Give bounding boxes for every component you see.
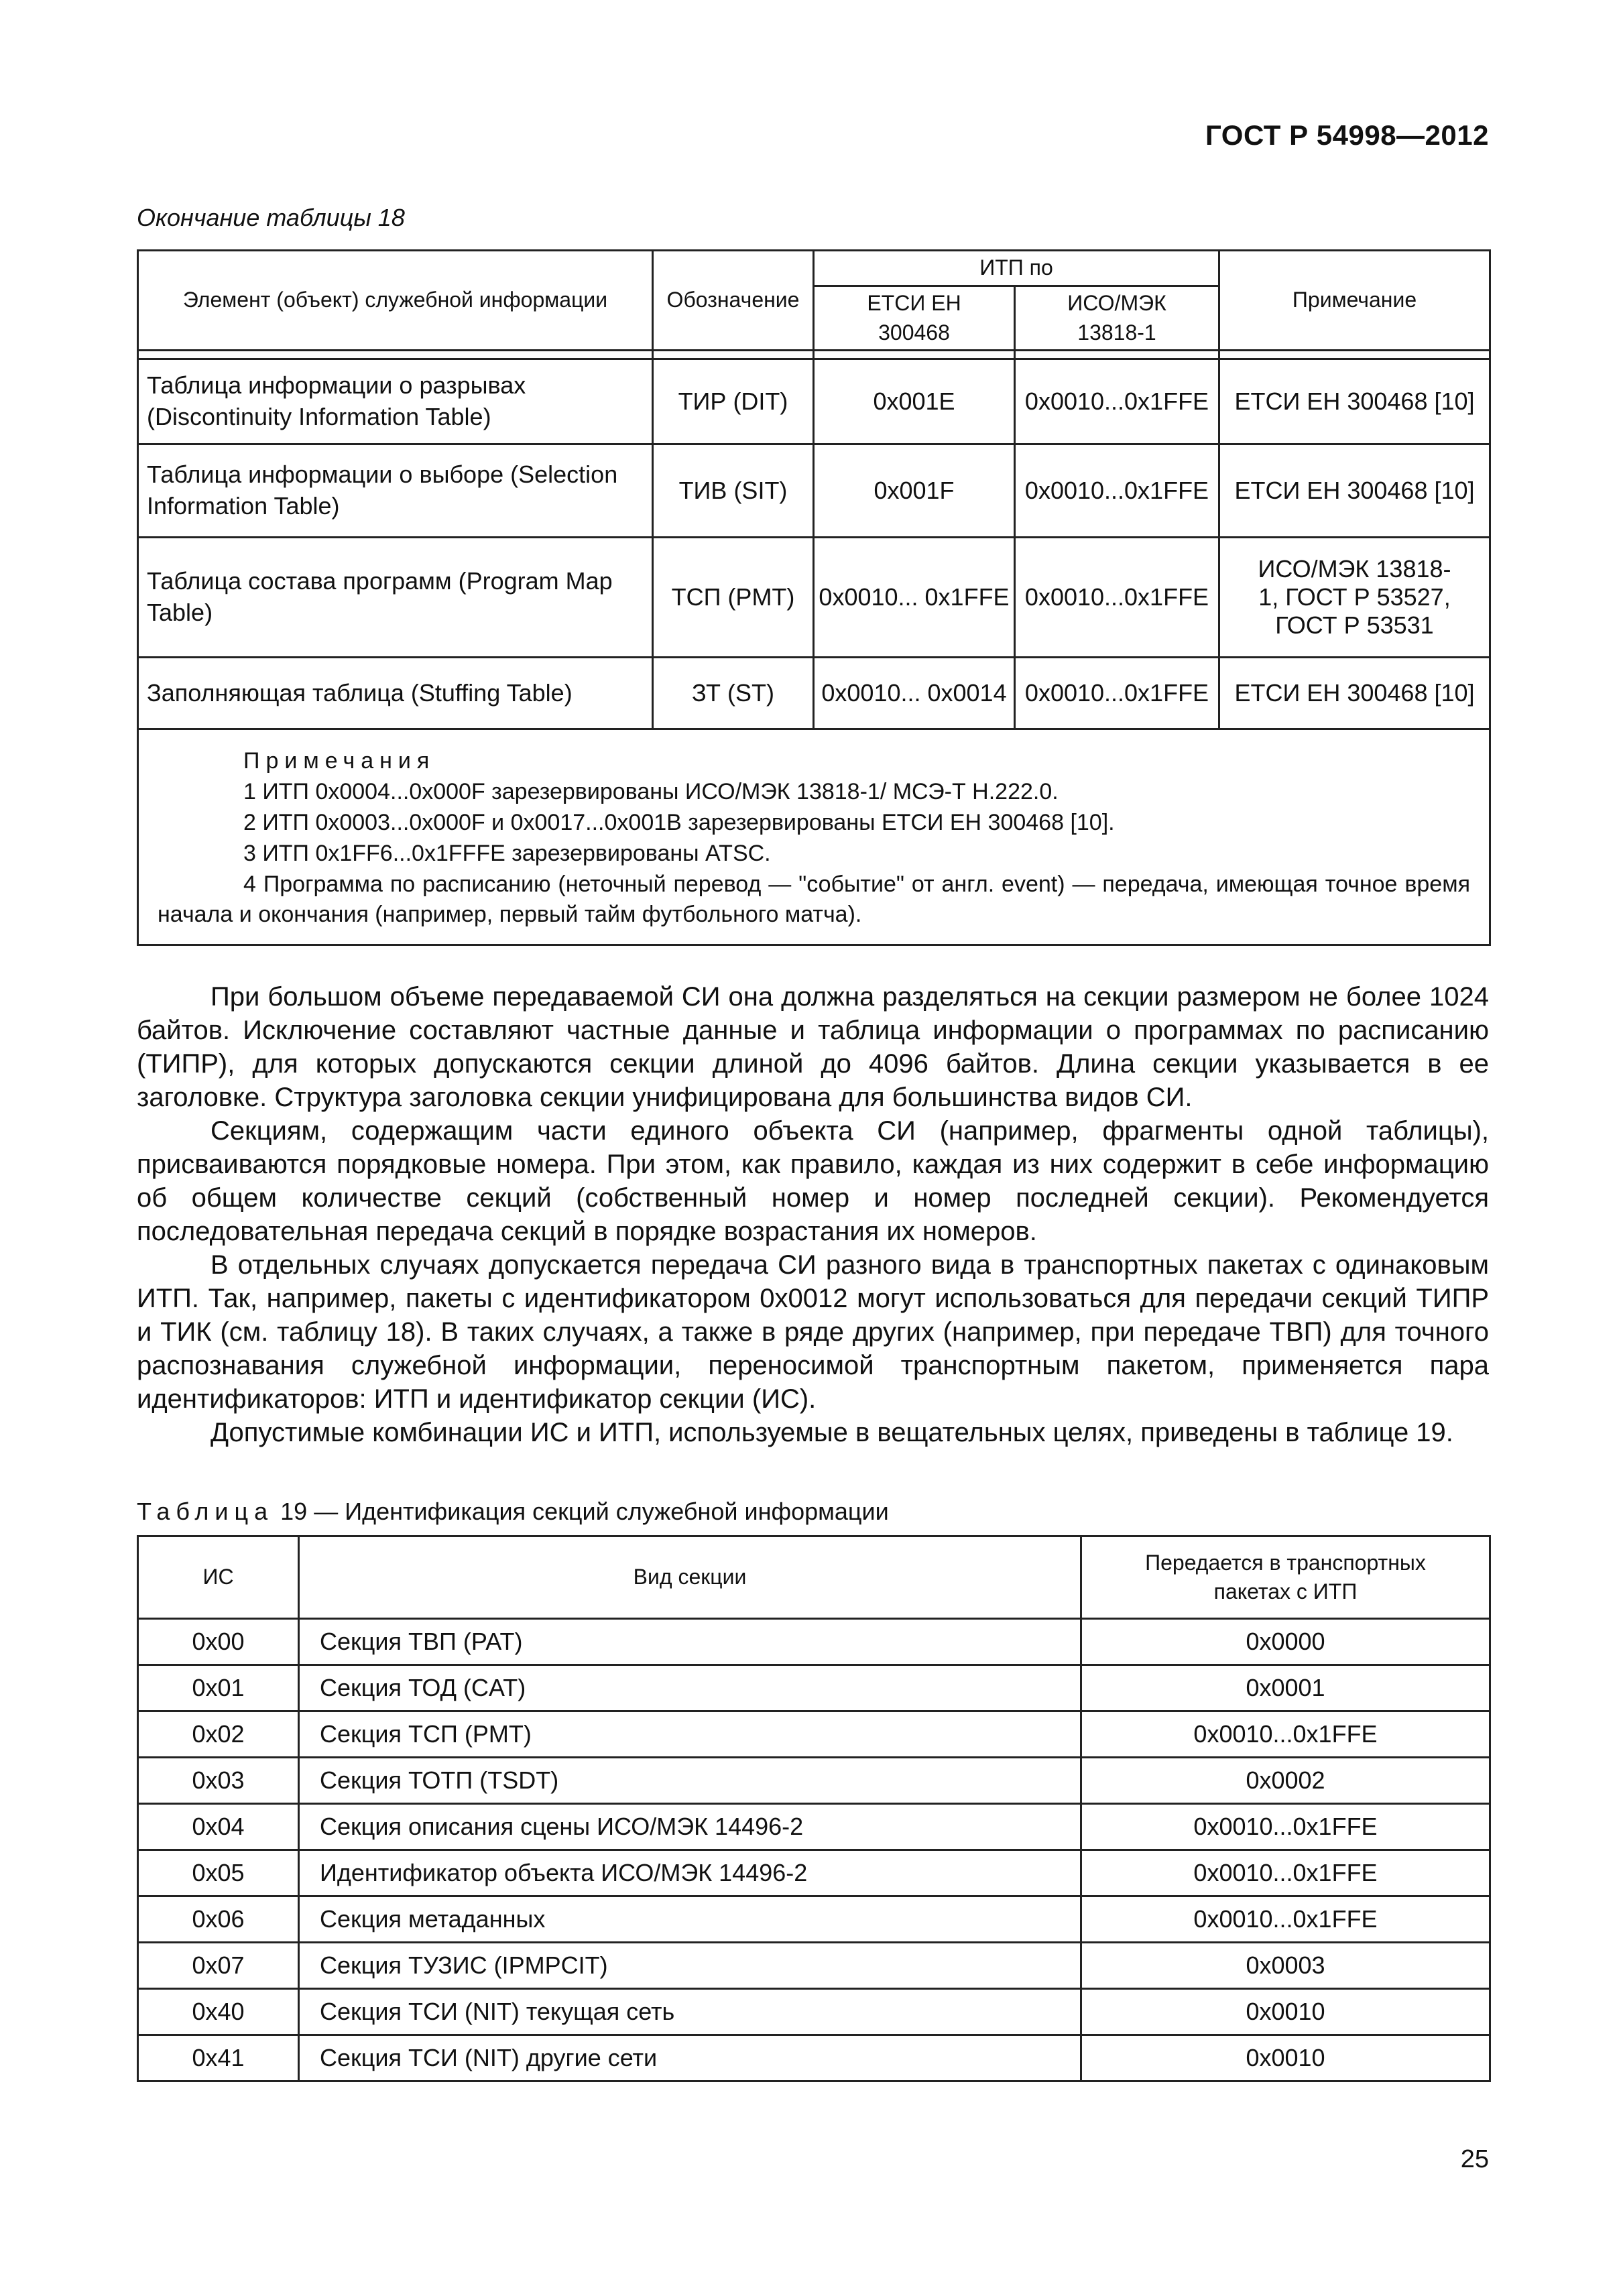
cell-id: 0x01 [138,1665,299,1711]
table-18 [137,249,1491,946]
header-iso: ИСО/МЭК 13818-1 [1015,286,1219,351]
cell-etsi: 0x0010... 0x1FFE [814,538,1015,658]
cell-element: Таблица информации о выборе (Selection Information Table) [138,444,653,538]
table-row [138,1896,1490,1943]
cell-kind: Секция ТУЗИС (IPMPCIT) [299,1943,1081,1989]
table-row [138,1943,1490,1989]
table-header-row [138,1536,1490,1619]
table-row [138,1711,1490,1758]
table-header-row [138,251,1490,286]
cell-element: Таблица информации о разрывах (Discontinuity Information Table) [138,359,653,444]
cell-id: 0x02 [138,1711,299,1758]
cell-id: 0x05 [138,1850,299,1896]
cell-id: 0x07 [138,1943,299,1989]
header-pid-group: ИТП по [814,251,1219,286]
cell-kind: Секция ТОД (CAT) [299,1665,1081,1711]
header-pid: Передается в транспортных пакетах с ИТП [1081,1536,1490,1619]
table-row [138,2035,1490,2081]
cell-id: 0x41 [138,2035,299,2081]
cell-designation: ТСП (PMT) [653,538,814,658]
cell-designation: ЗТ (ST) [653,658,814,729]
caption-word: Таблица [137,1498,274,1525]
table-row [138,359,1490,444]
cell-kind: Секция ТОТП (TSDT) [299,1758,1081,1804]
cell-kind: Секция ТСП (PMT) [299,1711,1081,1758]
table-row [138,538,1490,658]
table-row [138,1804,1490,1850]
cell-pid: 0x0010...0x1FFE [1081,1804,1490,1850]
cell-iso: 0x0010...0x1FFE [1015,444,1219,538]
table-row [138,1665,1490,1711]
cell-pid: 0x0010 [1081,2035,1490,2081]
cell-element: Заполняющая таблица (Stuffing Table) [138,658,653,729]
header-separator [138,351,1490,359]
table-row [138,1619,1490,1665]
standard-code: ГОСТ Р 54998—2012 [1205,119,1489,151]
table-row [138,444,1490,538]
cell-id: 0x00 [138,1619,299,1665]
header-id: ИС [138,1536,299,1619]
cell-pid: 0x0002 [1081,1758,1490,1804]
cell-iso: 0x0010...0x1FFE [1015,658,1219,729]
cell-note: ЕТСИ ЕН 300468 [10] [1219,359,1490,444]
paragraph: Секциям, содержащим части единого объекта СИ (например, фрагменты одной таблицы), присваиваются порядковые номера. При этом, как правило, каждая из них содержит в себе информацию об общем количестве секций (собственный номер и номер последней секции). Рекомендуется последовательная передача секций в порядке возрастания их номеров. [137,1116,1489,1246]
table-19 [137,1535,1491,2082]
notes-row [138,729,1490,945]
cell-kind: Секция ТСИ (NIT) другие сети [299,2035,1081,2081]
table-row [138,1758,1490,1804]
cell-kind: Секция ТСИ (NIT) текущая сеть [299,1989,1081,2035]
header-designation: Обозначение [653,251,814,351]
paragraph: Допустимые комбинации ИС и ИТП, используемые в вещательных целях, приведены в таблице 19. [211,1418,1453,1447]
paragraph: В отдельных случаях допускается передача СИ разного вида в транспортных пакетах с одинаковым ИТП. Так, например, пакеты с идентификатором 0x0012 могут использоваться для передачи секций ТИПР и ТИК (см. таблицу 18). В таких случаях, а также в ряде других (например, при передаче ТВП) для точного распознавания служебной информации, переносимой транспортным пакетом, применяется пара идентификаторов: ИТП и идентификатор секции (ИС). [137,1250,1489,1414]
header-kind: Вид секции [299,1536,1081,1619]
caption-rest: 19 — Идентификация секций служебной информации [274,1498,889,1525]
cell-designation: ТИР (DIT) [653,359,814,444]
cell-pid: 0x0001 [1081,1665,1490,1711]
cell-etsi: 0x001E [814,359,1015,444]
notes-title: Примечания [243,748,436,774]
cell-pid: 0x0010...0x1FFE [1081,1896,1490,1943]
cell-pid: 0x0003 [1081,1943,1490,1989]
table-continuation-title: Окончание таблицы 18 [137,204,405,231]
note-item: 4 Программа по расписанию (неточный перевод — "событие" от англ. event) — передача, имеющая точное время начала и окончания (например, первый тайм футбольного матча). [158,871,1470,928]
table-row [138,1989,1490,2035]
cell-iso: 0x0010...0x1FFE [1015,538,1219,658]
table-row [138,1850,1490,1896]
page-number: 25 [1460,2145,1489,2173]
cell-note: ЕТСИ ЕН 300468 [10] [1219,444,1490,538]
cell-pid: 0x0010...0x1FFE [1081,1850,1490,1896]
note-item: 3 ИТП 0x1FF6...0x1FFFE зарезервированы ATSC. [243,840,771,866]
cell-designation: ТИВ (SIT) [653,444,814,538]
cell-id: 0x03 [138,1758,299,1804]
notes-block [138,729,1490,945]
cell-pid: 0x0010 [1081,1989,1490,2035]
cell-etsi: 0x0010... 0x0014 [814,658,1015,729]
cell-kind: Секция метаданных [299,1896,1081,1943]
cell-note: ИСО/МЭК 13818-1, ГОСТ Р 53527, ГОСТ Р 53531 [1219,538,1490,658]
cell-kind: Секция ТВП (PAT) [299,1619,1081,1665]
paragraph: При большом объеме передаваемой СИ она должна разделяться на секции размером не более 1024 байтов. Исключение составляют частные данные и таблица информации о программах по расписанию (ТИПР), для которых допускаются секции длиной до 4096 байтов. Длина секции указывается в ее заголовке. Структура заголовка секции унифицирована для большинства видов СИ. [137,982,1489,1112]
body-text [137,980,1489,1449]
note-item: 2 ИТП 0x0003...0x000F и 0x0017...0x001B зарезервированы ЕТСИ ЕН 300468 [10]. [243,809,1115,835]
note-item: 1 ИТП 0x0004...0x000F зарезервированы ИСО/МЭК 13818-1/ МСЭ-Т Н.222.0. [243,778,1059,804]
cell-iso: 0x0010...0x1FFE [1015,359,1219,444]
cell-kind: Секция описания сцены ИСО/МЭК 14496-2 [299,1804,1081,1850]
cell-note: ЕТСИ ЕН 300468 [10] [1219,658,1490,729]
cell-id: 0x04 [138,1804,299,1850]
cell-etsi: 0x001F [814,444,1015,538]
table-19-caption [137,1498,889,1526]
cell-element: Таблица состава программ (Program Map Table) [138,538,653,658]
cell-pid: 0x0000 [1081,1619,1490,1665]
header-etsi: ЕТСИ ЕН 300468 [814,286,1015,351]
cell-id: 0x40 [138,1989,299,2035]
table-row [138,658,1490,729]
cell-kind: Идентификатор объекта ИСО/МЭК 14496-2 [299,1850,1081,1896]
header-note: Примечание [1219,251,1490,351]
cell-pid: 0x0010...0x1FFE [1081,1711,1490,1758]
cell-id: 0x06 [138,1896,299,1943]
header-element: Элемент (объект) служебной информации [138,251,653,351]
